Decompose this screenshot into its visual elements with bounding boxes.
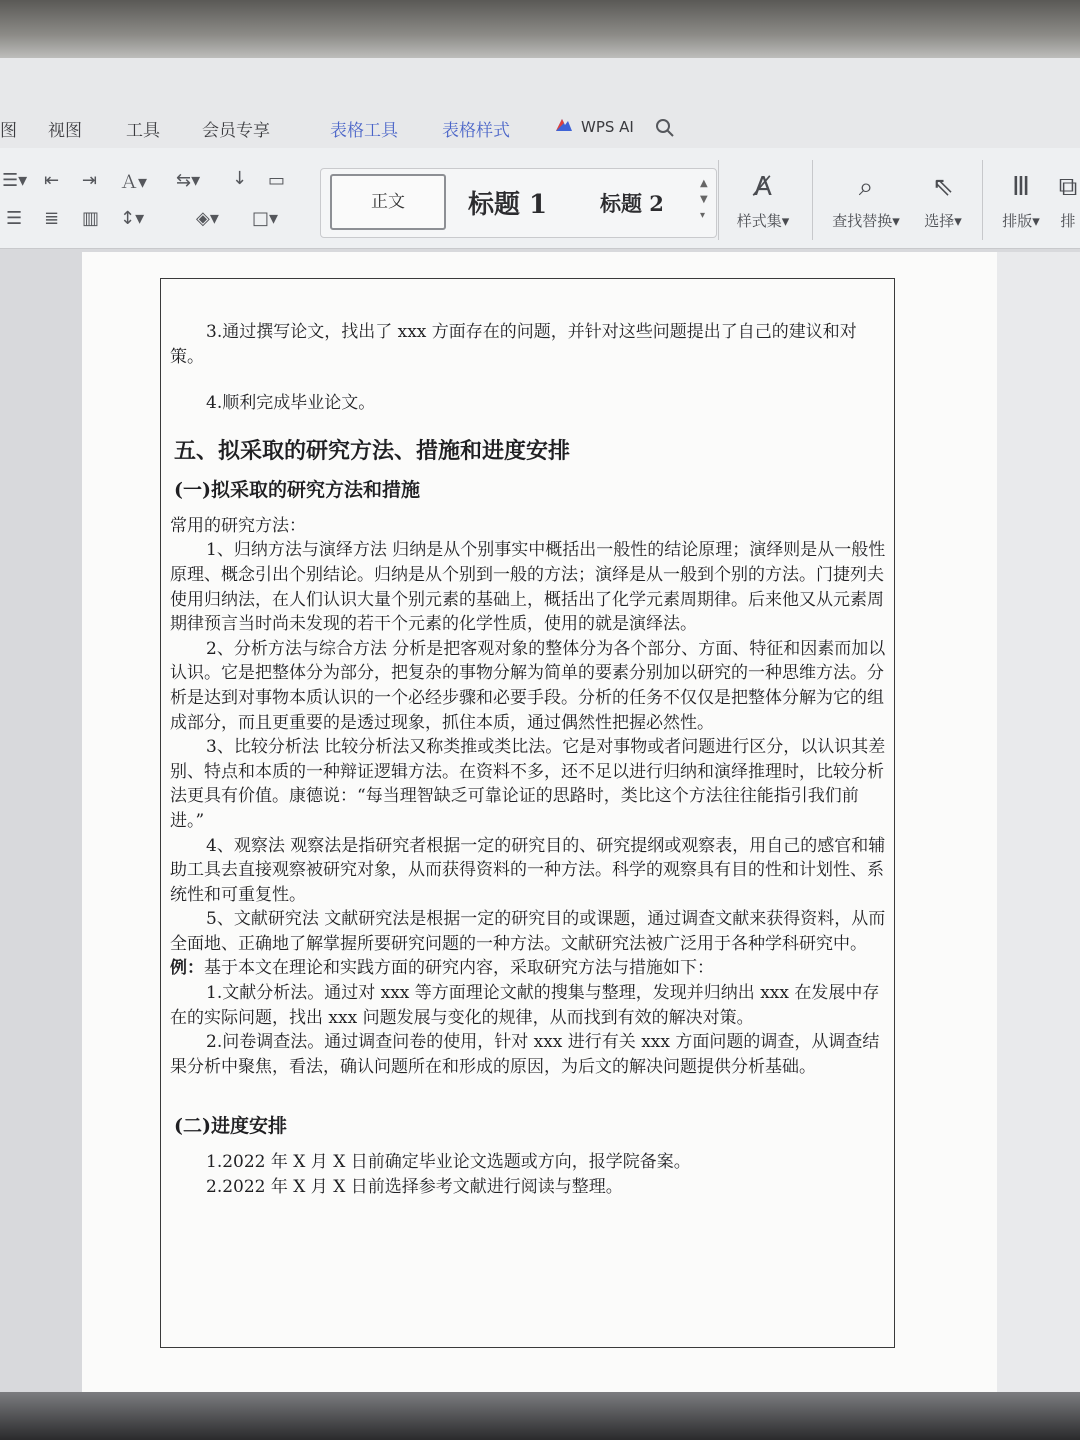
find-replace-button[interactable]: ⌕ 查找替换▾ xyxy=(826,170,906,231)
paragraph: 2.问卷调查法。通过调查问卷的使用，针对 xxx 进行有关 xxx 方面问题的调查，从调查结果分析中聚焦，看法，确认问题所在和形成的原因，为后文的解决问题提供分析基础。 xyxy=(170,1032,880,1077)
document-body[interactable] xyxy=(170,320,890,1200)
style-heading-1[interactable]: 标题 1 xyxy=(468,190,548,220)
layout-label: 排版 xyxy=(1002,212,1033,230)
paragraph: 3.通过撰写论文，找出了 xxx 方面存在的问题，并针对这些问题提出了自己的建议和对策。 xyxy=(170,322,857,367)
divider xyxy=(812,160,813,240)
arrange-button[interactable] xyxy=(1056,170,1080,231)
justify-icon[interactable]: ≣ xyxy=(44,208,60,229)
menu-member[interactable]: 会员专享 xyxy=(202,121,270,141)
distribute-icon[interactable]: ▥ xyxy=(82,208,100,229)
paragraph: 4.顺利完成毕业论文。 xyxy=(206,393,376,414)
border-icon[interactable]: □▾ xyxy=(252,208,279,229)
arrange-icon: ⧉ xyxy=(1058,172,1078,202)
select-button[interactable]: ⇖ 选择▾ xyxy=(916,170,970,231)
style-scroll-arrows[interactable]: ▲ ▼ ▾ xyxy=(700,178,708,221)
line-spacing-icon[interactable]: ↕▾ xyxy=(120,208,145,229)
layout-button[interactable]: Ⅲ 排版▾ xyxy=(996,170,1046,231)
subsection-heading: (二)进度安排 xyxy=(174,1115,287,1138)
cursor-icon: ⇖ xyxy=(932,172,954,202)
section-heading: 五、拟采取的研究方法、措施和进度安排 xyxy=(174,437,571,464)
layout-icon: Ⅲ xyxy=(1012,172,1030,202)
arrange-label: 排 xyxy=(1060,212,1076,230)
select-label: 选择 xyxy=(924,212,955,230)
paragraph: 4、观察法 观察法是指研究者根据一定的研究目的、研究提纲或观察表，用自己的感官和辅助工具去直接观察被研究对象，从而获得资料的一种方法。科学的观察具有目的性和计划性、系统性和可重复性。 xyxy=(170,835,886,905)
style-set-button[interactable]: A̸ 样式集▾ xyxy=(730,170,796,231)
increase-indent-icon[interactable]: ⇥ xyxy=(82,170,98,191)
paragraph: 3、比较分析法 比较分析法又称类推或类比法。它是对事物或者问题进行区分，以认识其差别、特点和本质的一种辩证逻辑方法。在资料不多，还不足以进行归纳和演绎推理时，比较分析法更具有价值。康德说：“每当理智缺乏可靠论证的思路时，类比这个方法往往能指引我们前进。” xyxy=(170,737,886,831)
menu-partial-tab[interactable]: 图 xyxy=(0,121,17,141)
style-set-icon: A̸ xyxy=(754,172,772,202)
style-set-label: 样式集 xyxy=(736,212,782,230)
menu-table-style[interactable]: 表格样式 xyxy=(442,121,510,141)
menu-wps-ai[interactable]: WPS AI xyxy=(581,118,634,136)
paragraph: 1、归纳方法与演绎方法 归纳是从个别事实中概括出一般性的结论原理；演绎则是从一般性原理、概念引出个别结论。归纳是从个别到一般的方法；演绎是从一般到个别的方法。门捷列夫使用归纳法，在人们认识大量个别元素的基础上，概括出了化学元素周期律。后来他又从元素周期律预言当时尚未发现的若干个元素的化学性质，使用的就是演绎法。 xyxy=(170,540,886,635)
wps-ai-icon[interactable] xyxy=(555,118,573,132)
monitor-top-bezel xyxy=(0,0,1080,58)
menu-tools[interactable]: 工具 xyxy=(126,121,160,141)
paragraph: 常用的研究方法： xyxy=(170,515,306,536)
paragraph: 1.文献分析法。通过对 xxx 等方面理论文献的搜集与整理，发现并归纳出 xxx 在发展中存在的实际问题，找出 xxx 问题发展与变化的规律，从而找到有效的解决对策。 xyxy=(170,983,880,1028)
show-marks-icon[interactable]: ▭ xyxy=(268,170,286,191)
style-normal[interactable]: 正文 xyxy=(330,174,446,230)
example-paragraph xyxy=(170,956,890,981)
menu-table-tools[interactable]: 表格工具 xyxy=(330,121,398,141)
align-center-icon[interactable]: ☰ xyxy=(6,208,23,229)
style-heading-2[interactable]: 标题 2 xyxy=(600,191,664,216)
paragraph: 5、文献研究法 文献研究法是根据一定的研究目的或课题，通过调查文献来获得资料，从而全面地、正确地了解掌握所要研究问题的一种方法。文献研究法被广泛用于各种学科研究中。 xyxy=(170,909,886,954)
menu-bar xyxy=(0,58,1080,148)
decrease-indent-icon[interactable]: ⇤ xyxy=(44,170,60,191)
right-gutter xyxy=(997,252,1080,1392)
text-direction-icon[interactable]: ⇆▾ xyxy=(176,170,201,191)
divider xyxy=(982,160,983,240)
font-case-icon[interactable]: Ａ▾ xyxy=(120,172,148,193)
subsection-heading: (一)拟采取的研究方法和措施 xyxy=(174,478,420,501)
monitor-bottom-bezel xyxy=(0,1392,1080,1440)
magnifier-icon: ⌕ xyxy=(858,172,874,202)
search-icon[interactable] xyxy=(655,118,675,138)
menu-view[interactable]: 视图 xyxy=(48,121,82,141)
example-text: 基于本文在理论和实践方面的研究内容，采取研究方法与措施如下： xyxy=(204,958,714,979)
bullet-list-icon[interactable]: ☰▾ xyxy=(2,170,28,191)
shading-icon[interactable]: ◈▾ xyxy=(196,208,219,229)
paragraph: 2、分析方法与综合方法 分析是把客观对象的整体分为各个部分、方面、特征和因素而加以认识。它是把整体分为部分，把复杂的事物分解为简单的要素分别加以研究的一种思维方法。分析是达到对事物本质认识的一个必经步骤和必要手段。分析的任务不仅仅是把整体分解为它的组成部分，而且更重要的是透过现象，抓住本质，通过偶然性把握必然性。 xyxy=(170,638,886,733)
schedule-item: 2.2022 年 X 月 X 日前选择参考文献进行阅读与整理。 xyxy=(206,1177,623,1198)
sort-icon[interactable]: ↓ xyxy=(232,168,248,189)
divider xyxy=(718,160,719,240)
schedule-item: 1.2022 年 X 月 X 日前确定毕业论文选题或方向，报学院备案。 xyxy=(206,1152,691,1173)
example-label: 例： xyxy=(170,958,204,979)
find-replace-label: 查找替换 xyxy=(832,212,893,230)
